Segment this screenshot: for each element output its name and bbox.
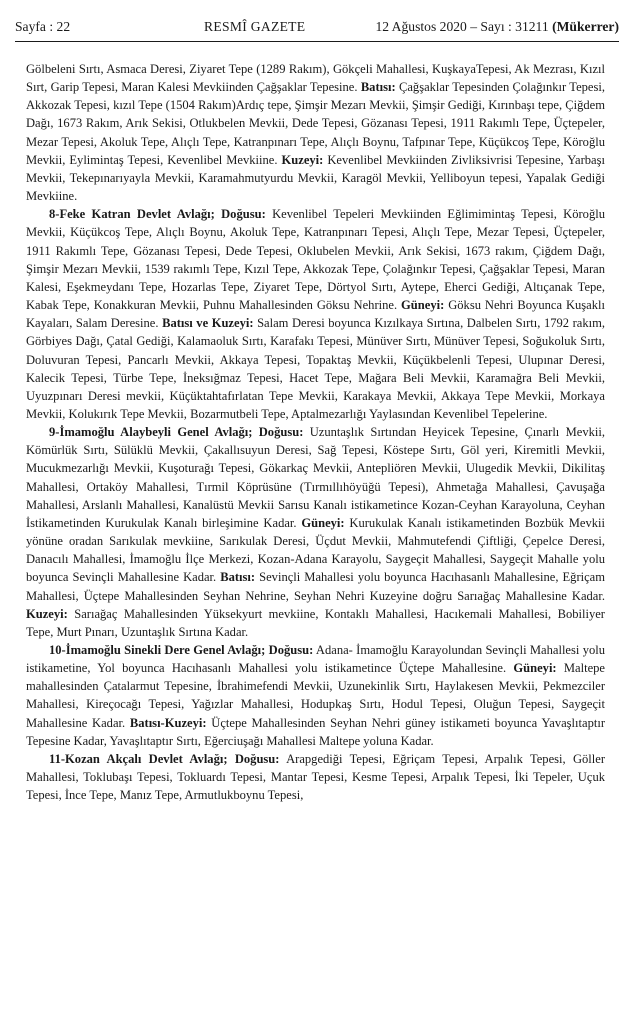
- boundary-text: Salam Deresi boyunca Kızılkaya Sırtına, Dalbelen Sırtı, 1792 rakım, Görbiyes Dağı, Çatal Gediği, Kalamaoluk Sırtı, Karafakı Tepesi, Münüver Sırtı, Münüver Tepesi, Soğukoluk Sırtı, Doluvuran Tepesi, Pancarlı Mevkii, Akkaya Tepesi, Topaktaş Mevkii, Küçükbelenli Tepesi, Ulupınar Deresi, Kalecik Tepesi, Türbe Tepe, İneksığmaz Tepesi, Hacet Tepe, Mağara Beli Mevkii, Karamağra Beli Mevkii, Uyuzpınarı Deresi mevkii, Küçüktahtafırlatan Tepe Mevkii, Karakaya Mevkii, Akkaya Tepe Mevkii, Morkaya Mevkii, Kolukırık Tepe Mevkii, Bozarmutbeli Tepe, Aptalmezarlığı Yaylasından Kevenlibel Tepelerine.: [26, 316, 605, 421]
- page-header: [15, 16, 619, 38]
- paragraph-continuation: [26, 60, 605, 205]
- boundary-text: Uzuntaşlık Sırtından Heyicek Tepesine, Çınarlı Mevkii, Kömürlük Sırtı, Sülüklü Mevkii, Çakallısuyun Deresi, Sağ Tepesi, Köstepe Sırtı, Göl yeri, Kiremitli Mevkii, Mucukmezarlığı Mevkii, Kuşoturağı Tepesi, Gökarkaç Mevkii, Antepliören Mevkii, Ulugedik Mevkii, Dikilitaş Mahallesi, Ortaköy Mahallesi, Tırmil Köprüsüne (Tırmıllıhöyüğü Tepesi), Ahmetağa Mahallesi, Çavuşağa Mahallesi, Arslanlı Mahallesi, Kanalüstü Mevkii Sarısu Kanalı istikametince Kozan-Ceyhan Karayoluna, Ceyhan İstikametinden Kurukulak Kanalı birleşimine Kadar.: [26, 425, 605, 530]
- section-heading: Kuzeyi:: [281, 152, 324, 167]
- section-heading: 9-İmamoğlu Alaybeyli Genel Avlağı; Doğusu:: [49, 425, 304, 440]
- paragraph-feke-katran: [26, 205, 605, 423]
- gazette-title: RESMÎ GAZETE: [204, 19, 306, 34]
- paragraph-imamoglu-alaybeyli: [26, 423, 605, 641]
- section-heading: Batısı:: [220, 570, 256, 585]
- boundary-text: Kevenlibel Mevkiinden Zivliksivrisi Tepesine, Yarbaşı Mevkii, Tekepınarıyayla Mevkii, Karamahmutyurdu Mevkii, Karagöl Mevkii, Yelliboyun tepesi, Yapalak Gediği Mevkiine.: [26, 152, 605, 204]
- boundary-text: Çağşaklar Tepesinden Çolağınkır Tepesi, Akkozak Tepesi, kızıl Tepe (1504 Rakım)Ardıç tepe, Şimşir Mezarı Mevkii, Şimşir Gediği, Kırınbaşı tepe, Çiğdem Dağı, 1673 Rakım, Arık Sekisi, Otlukbelen Mevkii, Dede Tepesi, Gözanası Tepesi, 1911 Rakımlı Tepe, Üçtepeler, Mezar Tepesi, Akoluk Tepe, Alıçlı Tepe, Katranpınarı Tepe, Alıçlı Boynu, Tafpınar Tepe, Küçükcoş Tepe, Köroğlu Mevkii, Eylimintaş Tepesi, Kevenlibel Mevkiine.: [26, 80, 606, 167]
- paragraph-kozan-akcali: [26, 750, 605, 804]
- boundary-text: Adana- İmamoğlu Karayolundan Sevinçli Mahallesi yolu istikametine, Yol boyunca Hacıhasanlı Mahallesi yolu istikametince Üçtepe Mahallesine.: [26, 643, 605, 676]
- section-heading: 11-Kozan Akçalı Devlet Avlağı; Doğusu:: [49, 751, 280, 766]
- boundary-text: Sevinçli Mahallesi yolu boyunca Hacıhasanlı Mahallesine, Eğriçam Mahallesi, Üçtepe Mahallesinden Seyhan Nehrine, Seyhan Nehri Kuzeyine doğru Sarıağaç Mahallesine Kadar.: [26, 570, 606, 603]
- issue-info: [375, 16, 619, 38]
- issue-date-number: 12 Ağustos 2020 – Sayı : 31211: [375, 19, 549, 34]
- boundary-text: Göksu Nehri Boyunca Kuşaklı Kayaları, Salam Deresine.: [26, 298, 605, 331]
- page-number: Sayfa : 22: [15, 19, 71, 34]
- boundary-text: Kevenlibel Tepeleri Mevkiinden Eğlimimintaş Tepesi, Köroğlu Mevkii, Küçükcoş Tepe, Alıçlı Boynu, Akoluk Tepe, Katranpınarı Tepesi, Alıçlı Tepe, Mezar Tepesi, Üçtepeler, 1911 Rakımlı Tepe, Gözanası Tepesi, Dede Tepesi, Oklubelen Mevkii, Arık Sekisi, 1673 rakım, Çiğdem Dağı, Şimşir Mezarı Mevkii, 1539 rakımlı Tepe, Kızıl Tepe, Akkozak Tepe, Çolağınkır Tepesi, Çağşaklar Tepesi, Maran Kalesi, Eşekmeydanı Tepe, Hozarlas Tepe, Ziyaret Tepe, Dörtyol Sırtı, Aytepe, Eherci Gediği, Altıçanak Tepe, Kabak Tepe, Konakkuran Mevkii, Puhnu Mahallesinden Göksu Nehrine.: [26, 207, 605, 313]
- section-heading: Güneyi:: [301, 515, 345, 530]
- section-heading: Batısı:: [360, 80, 396, 95]
- header-divider: [15, 41, 619, 42]
- document-body: [26, 60, 605, 804]
- section-heading: Güneyi:: [401, 298, 445, 313]
- boundary-text: Üçtepe Mahallesinden Seyhan Nehri güney istikameti boyunca Yavaşlıtaptır Tepesine Kadar, Yavaşlıtaptır Sırtı, Eğerciuşağı Mahallesi Maltepe yoluna Kadar.: [26, 715, 605, 748]
- boundary-text: Sarıağaç Mahallesinden Yüksekyurt mevkiine, Kontaklı Mahallesi, Hacıkemali Mahallesi, Bobiliyer Tepe, Murt Pınarı, Uzuntaşlık Sırtına Kadar.: [26, 606, 605, 639]
- section-heading: 10-İmamoğlu Sinekli Dere Genel Avlağı; Doğusu:: [49, 643, 314, 657]
- boundary-text: Maltepe mahallesinden Çatalarmut Tepesine, İbrahimefendi Mevkii, Uzunekinlik Sırtı, Haylakesen Mevkii, Pekmezciler Mahallesi, Kireçocağı Tepesi, Yağızlar Mahallesi, Hodupkaş Sırtı, Hodul Tepesi, Oluğun Tepesi, Saygeçit Mahallesine Kadar.: [26, 661, 606, 730]
- boundary-text: Arapgediği Tepesi, Eğriçam Tepesi, Arpalık Tepesi, Göller Mahallesi, Toklubaşı Tepesi, Tokluardı Tepesi, Mantar Tepesi, Kesme Tepesi, Arpalık Tepesi, İki Tepeler, Uçuk Tepesi, İnce Tepe, Manız Tepe, Armutlukboynu Tepesi,: [26, 751, 606, 803]
- boundary-text: Kurukulak Kanalı istikametinden Bozbük Mevkii yönüne oradan Sarıkulak mevkiine, Sarıkulak Deresi, Üçdut Mevkii, Mahmutefendi Çiftliği, Çepelce Deresi, Danacılı Mahallesi, İmamoğlu İlçe Merkezi, Kozan-Adana Karayolu, Saygeçit Mahallesi, Saygeçit Mahalle yolu boyunca Sevinçli Mahallesine Kadar.: [26, 515, 605, 585]
- section-heading: 8-Feke Katran Devlet Avlağı; Doğusu:: [49, 207, 266, 222]
- issue-type: (Mükerrer): [552, 19, 619, 34]
- boundary-text: Gölbeleni Sırtı, Asmaca Deresi, Ziyaret Tepe (1289 Rakım), Gökçeli Mahallesi, KuşkayaTepesi, Ak Mezrası, Kızıl Sırt, Garip Tepesi, Maran Kalesi Mevkiinden Çağşaklar Tepesine.: [26, 62, 605, 95]
- section-heading: Batısı ve Kuzeyi:: [162, 316, 254, 331]
- section-heading: Kuzeyi:: [26, 606, 68, 621]
- section-heading: Batısı-Kuzeyi:: [129, 715, 207, 730]
- paragraph-imamoglu-sinekli-dere: [26, 641, 605, 750]
- section-heading: Güneyi:: [513, 661, 557, 676]
